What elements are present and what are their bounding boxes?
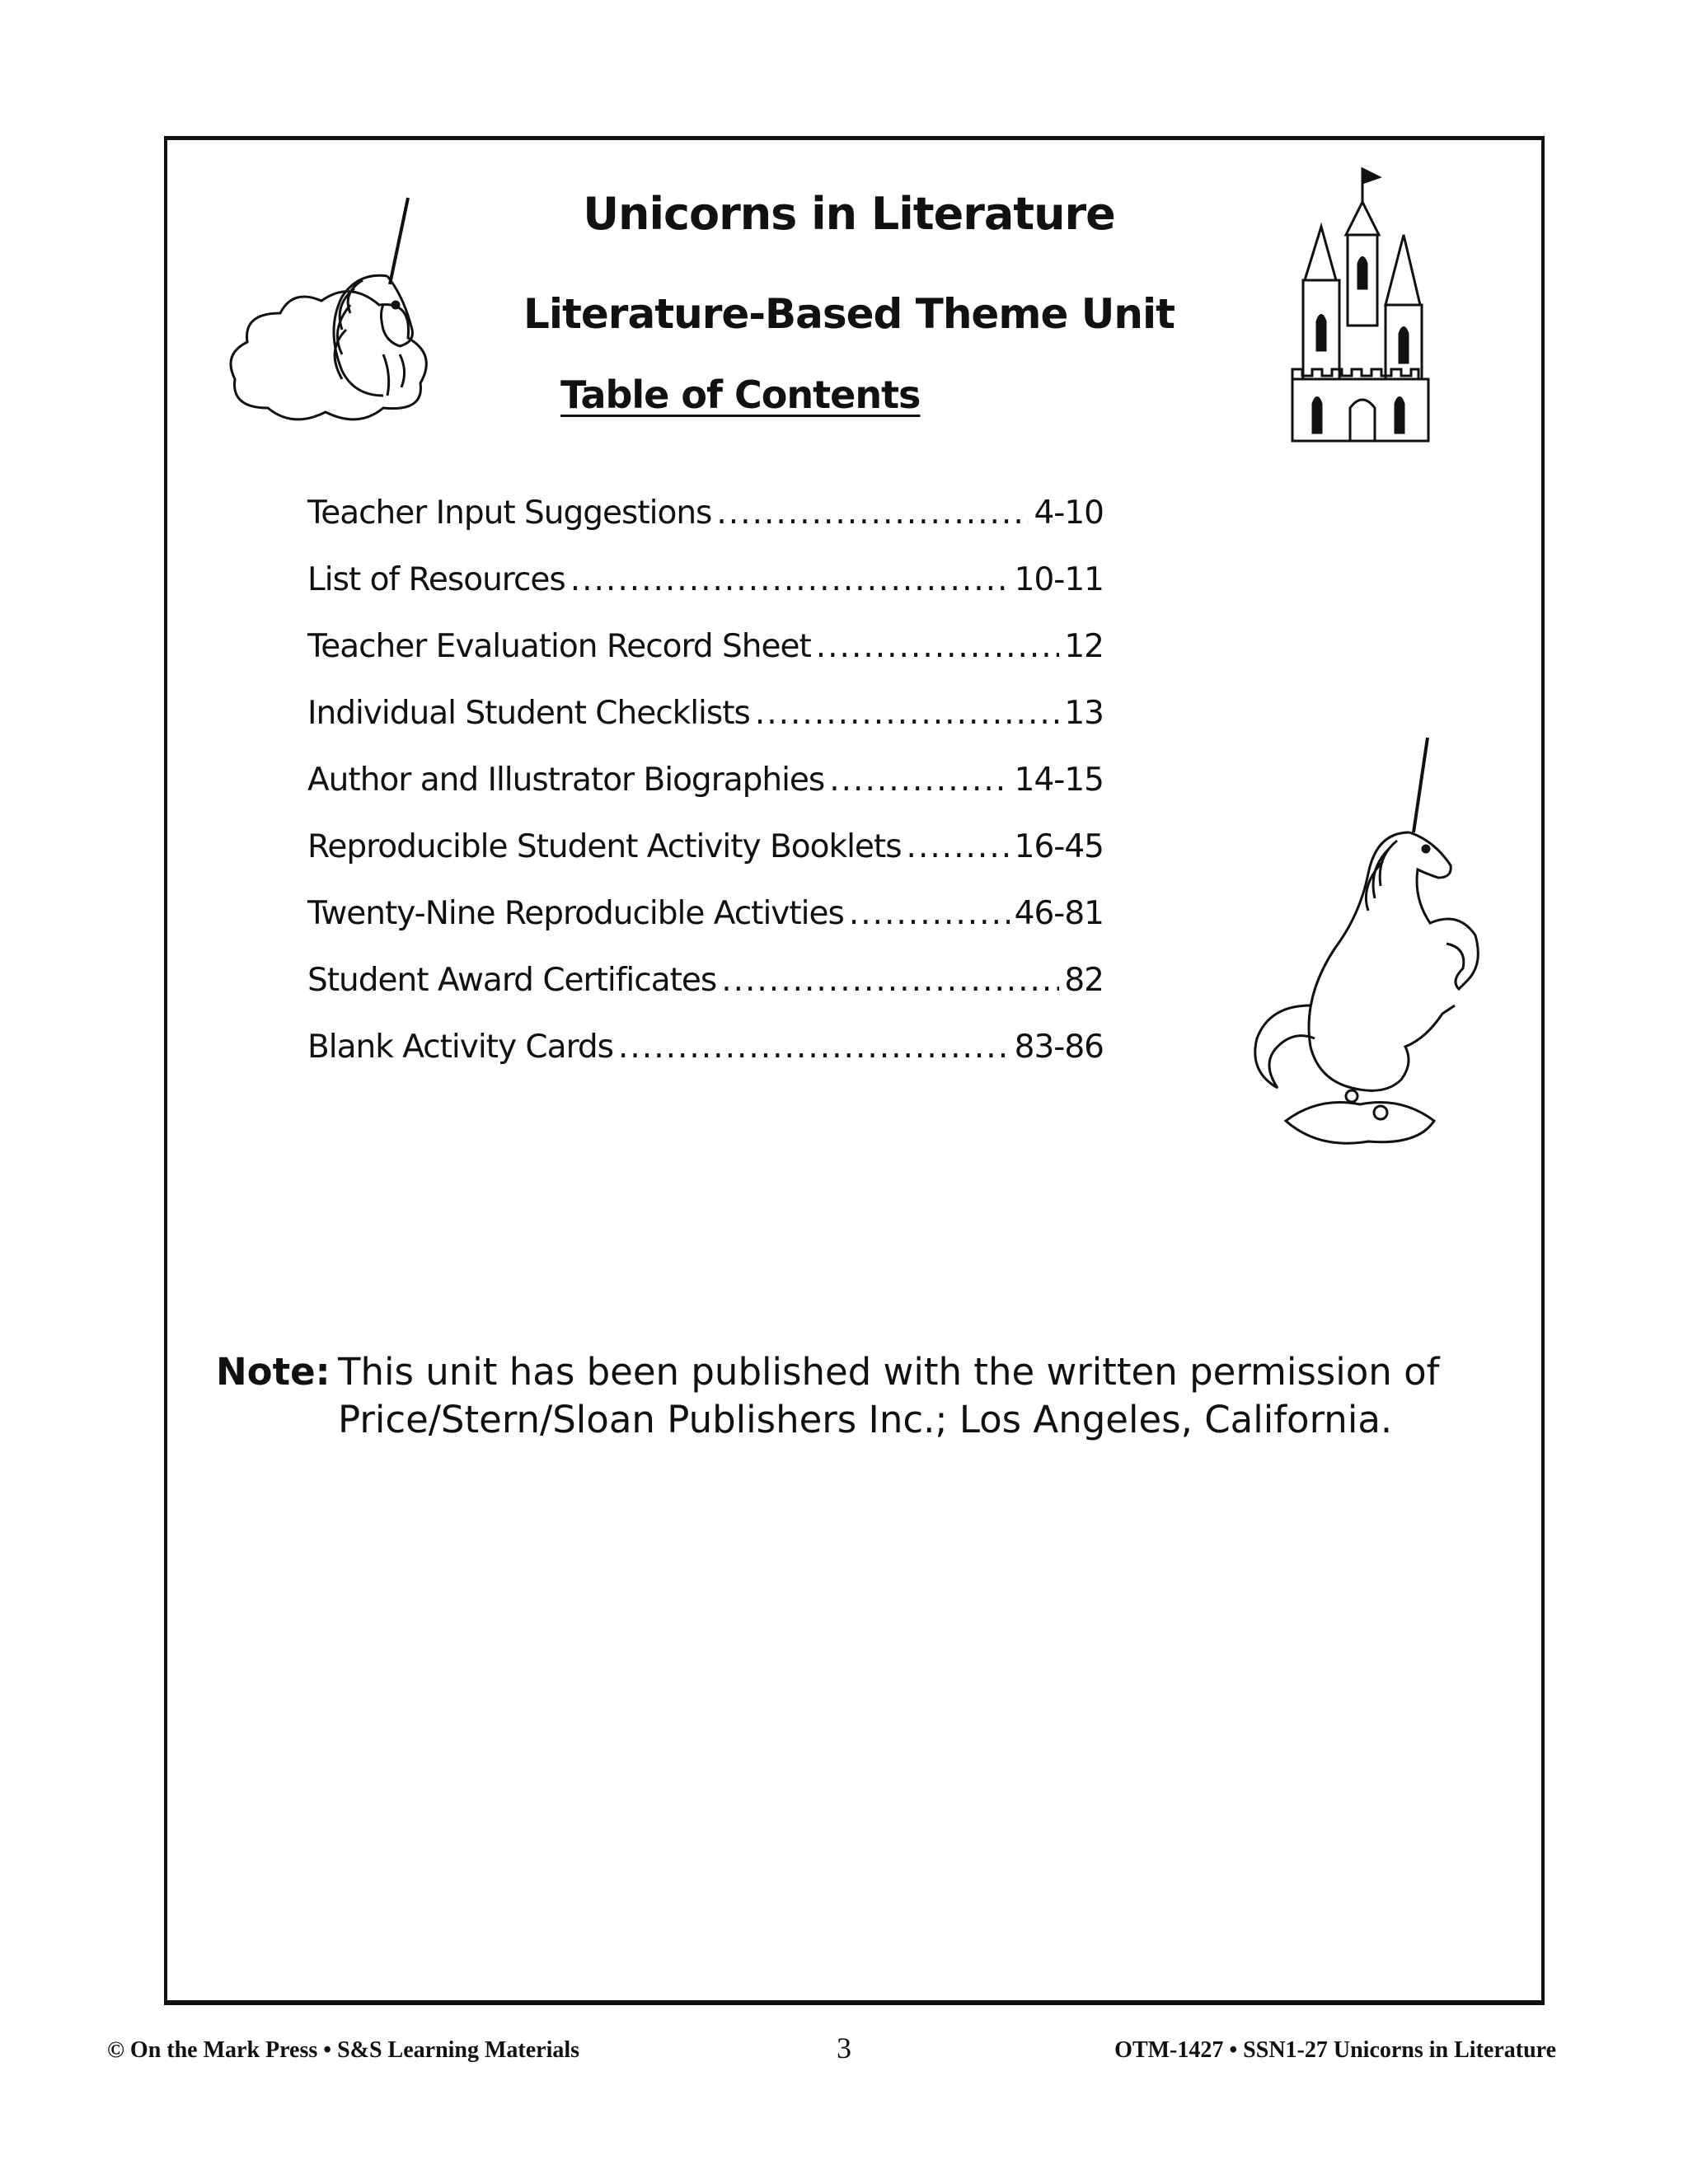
toc-entry bbox=[307, 561, 1104, 602]
page-subtitle: Literature-Based Theme Unit bbox=[523, 290, 1175, 338]
toc-entry-pages: 83-86 bbox=[1014, 1029, 1104, 1066]
toc-leader-dots bbox=[618, 1029, 1010, 1066]
toc-entry-label: Twenty-Nine Reproducible Activties bbox=[307, 895, 844, 932]
toc-leader-dots bbox=[816, 628, 1060, 665]
toc-entry bbox=[307, 962, 1104, 1003]
toc-leader-dots bbox=[716, 494, 1029, 532]
toc-entry-pages: 4-10 bbox=[1034, 494, 1104, 532]
toc-entry-label: Blank Activity Cards bbox=[307, 1029, 613, 1066]
note-label: Note: bbox=[216, 1350, 331, 1394]
toc-leader-dots bbox=[570, 561, 1010, 598]
toc-entry-label: Teacher Input Suggestions bbox=[307, 494, 712, 532]
toc-entry bbox=[307, 628, 1104, 669]
castle-illustration bbox=[1280, 165, 1445, 445]
toc-entry-label: Reproducible Student Activity Booklets bbox=[307, 828, 902, 865]
toc-entry-label: List of Resources bbox=[307, 561, 565, 598]
toc-entry-pages: 14-15 bbox=[1014, 762, 1104, 799]
toc-leader-dots bbox=[907, 828, 1010, 865]
toc-entry-pages: 12 bbox=[1064, 628, 1104, 665]
toc-entry bbox=[307, 895, 1104, 936]
toc-entry-pages: 82 bbox=[1064, 962, 1104, 999]
toc-entry-label: Individual Student Checklists bbox=[307, 695, 750, 732]
toc-entry-pages: 10-11 bbox=[1014, 561, 1104, 598]
toc-leader-dots bbox=[755, 695, 1060, 732]
toc-entry-pages: 13 bbox=[1064, 695, 1104, 732]
toc-entry bbox=[307, 695, 1104, 736]
toc-entry bbox=[307, 494, 1104, 536]
toc-entry-label: Author and Illustrator Biographies bbox=[307, 762, 825, 799]
toc-entry-pages: 46-81 bbox=[1014, 895, 1104, 932]
toc-heading: Table of Contents bbox=[560, 373, 921, 417]
toc-entry-label: Teacher Evaluation Record Sheet bbox=[307, 628, 811, 665]
footer-page-number: 3 bbox=[837, 2032, 851, 2064]
toc-leader-dots bbox=[829, 762, 1009, 799]
note-line-2: Price/Stern/Sloan Publishers Inc.; Los Angeles, California. bbox=[338, 1398, 1393, 1441]
rearing-unicorn-illustration bbox=[1236, 733, 1508, 1162]
unicorn-cloud-illustration bbox=[218, 190, 466, 437]
toc-entry bbox=[307, 1029, 1104, 1070]
toc-leader-dots bbox=[721, 962, 1059, 999]
footer-copyright: © On the Mark Press • S&S Learning Materials bbox=[107, 2037, 580, 2063]
note-line-1: This unit has been published with the written permission of bbox=[338, 1350, 1440, 1394]
toc-entry bbox=[307, 762, 1104, 803]
toc-entry-label: Student Award Certificates bbox=[307, 962, 717, 999]
footer-product-code: OTM-1427 • SSN1-27 Unicorns in Literature bbox=[1114, 2037, 1556, 2063]
toc-entry bbox=[307, 828, 1104, 869]
page-title: Unicorns in Literature bbox=[583, 188, 1115, 240]
toc-entry-pages: 16-45 bbox=[1014, 828, 1104, 865]
toc-leader-dots bbox=[849, 895, 1010, 932]
